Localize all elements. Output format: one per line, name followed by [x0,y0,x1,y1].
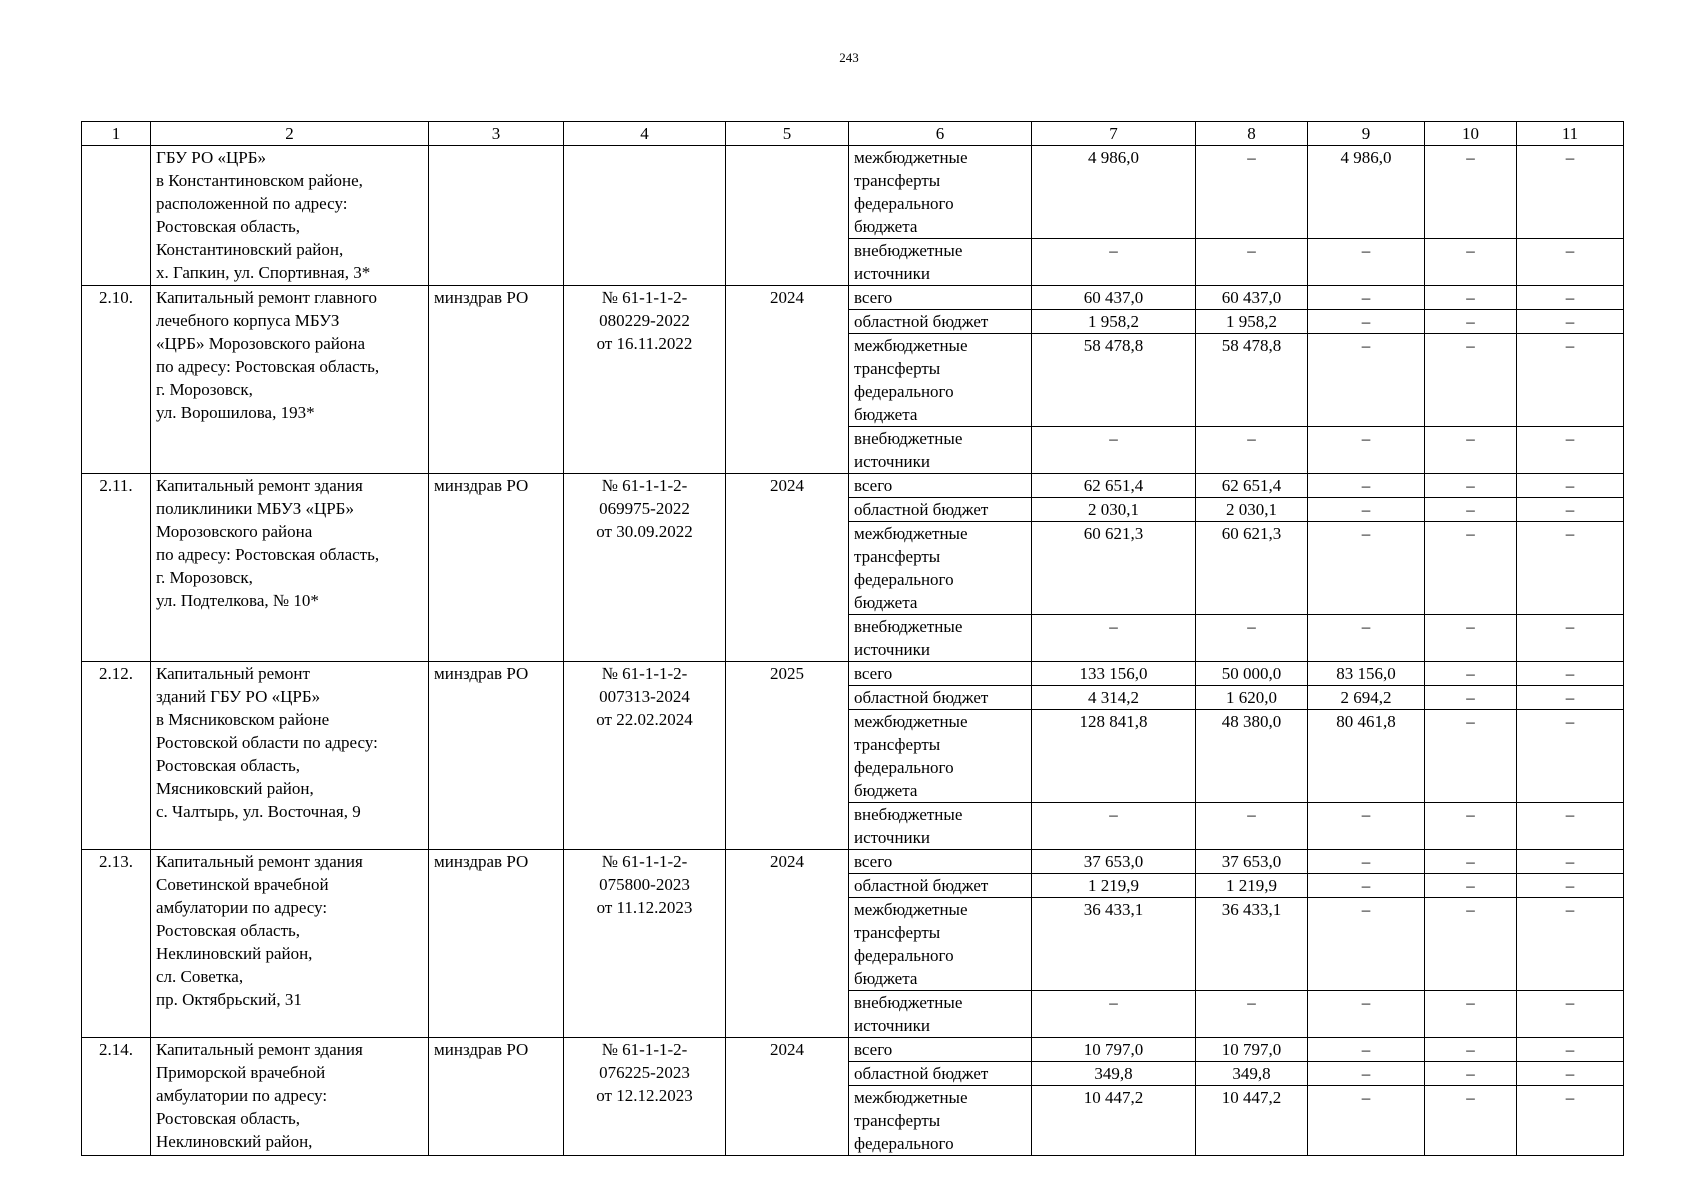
amount-col11: – [1517,615,1624,662]
funding-source [849,1062,1032,1086]
funding-source [849,146,1032,239]
item-name-line: г. Морозовск, [156,380,253,399]
column-number: 6 [849,122,1032,146]
amount-total: – [1032,427,1196,474]
document-line: от 11.12.2023 [596,898,693,917]
funding-source-line: областной бюджет [854,876,989,895]
amount-col9: – [1308,522,1425,615]
funding-source-line: федерального [854,382,954,401]
funding-source [849,991,1032,1038]
amount-col10: – [1425,427,1517,474]
amount-col10: – [1425,898,1517,991]
amount-col9: – [1308,239,1425,286]
amount-col10: – [1425,874,1517,898]
amount-total: 62 651,4 [1032,474,1196,498]
funding-source-line: трансферты [854,923,941,942]
item-name-line: в Константиновском районе, [156,171,363,190]
amount-col8: 60 437,0 [1196,286,1308,310]
item-name-line: зданий ГБУ РО «ЦРБ» [156,687,321,706]
amount-total: 36 433,1 [1032,898,1196,991]
funding-source-line: всего [854,476,893,495]
item-name-line: Морозовского района [156,522,313,541]
column-number: 2 [151,122,429,146]
amount-col8: 1 219,9 [1196,874,1308,898]
amount-col11: – [1517,522,1624,615]
amount-col10: – [1425,522,1517,615]
amount-col10: – [1425,286,1517,310]
item-name-line: Советинской врачебной [156,875,329,894]
executor: минздрав РО [429,850,564,1038]
item-name-line: расположенной по адресу: [156,194,348,213]
amount-col9: – [1308,803,1425,850]
funding-source-line: бюджета [854,405,918,424]
amount-col10: – [1425,146,1517,239]
funding-source-line: внебюджетные [854,429,963,448]
funding-source [849,498,1032,522]
amount-col9: – [1308,286,1425,310]
expertise-document [564,662,726,850]
funding-source [849,686,1032,710]
document-line: № 61-1-1-2- [601,664,688,683]
funding-source-line: межбюджетные [854,712,968,731]
completion-year: 2024 [726,286,849,474]
amount-total: 2 030,1 [1032,498,1196,522]
amount-col9: – [1308,427,1425,474]
amount-col10: – [1425,615,1517,662]
item-name-line: поликлиники МБУЗ «ЦРБ» [156,499,354,518]
funding-source-line: бюджета [854,593,918,612]
amount-col9: – [1308,874,1425,898]
item-name-line: Капитальный ремонт [156,664,310,683]
document-line: 080229-2022 [599,311,690,330]
document-line: № 61-1-1-2- [601,288,688,307]
item-name-line: сл. Советка, [156,967,244,986]
document-line: 007313-2024 [599,687,690,706]
funding-source-line: всего [854,288,893,307]
funding-source-line: бюджета [854,969,918,988]
amount-col8: 10 797,0 [1196,1038,1308,1062]
expertise-document [564,474,726,662]
document-line: № 61-1-1-2- [601,852,688,871]
item-name-line: Ростовская область, [156,921,301,940]
amount-col11: – [1517,710,1624,803]
item-name [151,286,429,474]
column-number: 7 [1032,122,1196,146]
document-line: от 22.02.2024 [596,710,693,729]
funding-source-line: бюджета [854,781,918,800]
amount-col8: – [1196,803,1308,850]
column-number: 9 [1308,122,1425,146]
amount-total: 4 314,2 [1032,686,1196,710]
amount-col11: – [1517,686,1624,710]
expertise-document [564,1038,726,1156]
item-number: 2.14. [82,1038,151,1156]
funding-source-line: бюджета [854,217,918,236]
amount-col10: – [1425,803,1517,850]
expertise-document [564,146,726,286]
funding-source-line: источники [854,452,931,471]
item-name [151,474,429,662]
funding-source-line: областной бюджет [854,312,989,331]
funding-source-line: внебюджетные [854,993,963,1012]
amount-col11: – [1517,310,1624,334]
table-row [82,474,1624,498]
item-name-line: г. Морозовск, [156,568,253,587]
amount-col11: – [1517,498,1624,522]
funding-source-line: внебюджетные [854,241,963,260]
column-number: 10 [1425,122,1517,146]
document-line: 069975-2022 [599,499,690,518]
amount-total: 128 841,8 [1032,710,1196,803]
item-name-line: в Мясниковском районе [156,710,330,729]
item-name-line: Ростовской области по адресу: [156,733,378,752]
completion-year: 2024 [726,474,849,662]
amount-col9: – [1308,474,1425,498]
executor [429,146,564,286]
amount-col10: – [1425,1062,1517,1086]
amount-total: – [1032,803,1196,850]
amount-col10: – [1425,662,1517,686]
amount-total: 37 653,0 [1032,850,1196,874]
completion-year: 2024 [726,1038,849,1156]
amount-col11: – [1517,334,1624,427]
amount-col9: – [1308,334,1425,427]
funding-source-line: всего [854,664,893,683]
amount-total: 1 958,2 [1032,310,1196,334]
funding-source-line: трансферты [854,1111,941,1130]
funding-source-line: федерального [854,758,954,777]
amount-col9: – [1308,850,1425,874]
funding-source-line: межбюджетные [854,900,968,919]
amount-col8: 37 653,0 [1196,850,1308,874]
amount-col10: – [1425,334,1517,427]
funding-source [849,427,1032,474]
item-number: 2.11. [82,474,151,662]
funding-source [849,474,1032,498]
column-number: 4 [564,122,726,146]
funding-source-line: трансферты [854,735,941,754]
amount-col8: 1 958,2 [1196,310,1308,334]
amount-total: 10 447,2 [1032,1086,1196,1156]
amount-col11: – [1517,1062,1624,1086]
amount-col8: 1 620,0 [1196,686,1308,710]
document-line: от 30.09.2022 [596,522,693,541]
item-name-line: Константиновский район, [156,240,344,259]
item-name-line: Ростовская область, [156,217,301,236]
funding-source-line: источники [854,640,931,659]
funding-source-line: всего [854,852,893,871]
column-number: 5 [726,122,849,146]
amount-col8: 50 000,0 [1196,662,1308,686]
item-name [151,850,429,1038]
amount-total: 4 986,0 [1032,146,1196,239]
amount-col9: 83 156,0 [1308,662,1425,686]
amount-col11: – [1517,474,1624,498]
amount-col10: – [1425,850,1517,874]
funding-source-line: трансферты [854,359,941,378]
item-name-line: Капитальный ремонт здания [156,1040,363,1059]
amount-col11: – [1517,1086,1624,1156]
funding-source-line: межбюджетные [854,336,968,355]
funding-source-line: всего [854,1040,893,1059]
item-name-line: Ростовская область, [156,756,301,775]
funding-source [849,662,1032,686]
amount-col8: 58 478,8 [1196,334,1308,427]
amount-col11: – [1517,239,1624,286]
amount-col8: – [1196,427,1308,474]
document-line: № 61-1-1-2- [601,476,688,495]
funding-source [849,310,1032,334]
amount-col9: – [1308,1038,1425,1062]
funding-source-line: трансферты [854,171,941,190]
amount-col9: – [1308,498,1425,522]
item-name [151,662,429,850]
funding-source [849,803,1032,850]
amount-col11: – [1517,991,1624,1038]
amount-total: 58 478,8 [1032,334,1196,427]
item-name-line: Капитальный ремонт здания [156,476,363,495]
document-line: 076225-2023 [599,1063,690,1082]
amount-col10: – [1425,239,1517,286]
amount-col9: – [1308,310,1425,334]
executor: минздрав РО [429,662,564,850]
document-line: от 12.12.2023 [596,1086,693,1105]
amount-col11: – [1517,803,1624,850]
item-name-line: Ростовская область, [156,1109,301,1128]
executor: минздрав РО [429,1038,564,1156]
item-number [82,146,151,286]
amount-col8: – [1196,991,1308,1038]
funding-source [849,615,1032,662]
column-number: 8 [1196,122,1308,146]
funding-source-line: источники [854,1016,931,1035]
item-name-line: с. Чалтырь, ул. Восточная, 9 [156,802,361,821]
funding-source-line: трансферты [854,547,941,566]
amount-col11: – [1517,146,1624,239]
amount-col8: 62 651,4 [1196,474,1308,498]
amount-total: 1 219,9 [1032,874,1196,898]
funding-source-line: федерального [854,946,954,965]
amount-col11: – [1517,874,1624,898]
amount-col11: – [1517,662,1624,686]
amount-col8: 60 621,3 [1196,522,1308,615]
item-name-line: амбулатории по адресу: [156,1086,328,1105]
item-number: 2.12. [82,662,151,850]
budget-table [81,121,1624,1156]
item-name-line: ГБУ РО «ЦРБ» [156,148,266,167]
amount-col8: 349,8 [1196,1062,1308,1086]
amount-col8: 2 030,1 [1196,498,1308,522]
amount-total: – [1032,239,1196,286]
item-name-line: Приморской врачебной [156,1063,326,1082]
item-name-line: Неклиновский район, [156,1132,313,1151]
funding-source [849,898,1032,991]
executor: минздрав РО [429,474,564,662]
amount-col11: – [1517,850,1624,874]
amount-col9: – [1308,615,1425,662]
document-line: 075800-2023 [599,875,690,894]
page-number: 243 [839,50,859,65]
funding-source-line: областной бюджет [854,1064,989,1083]
completion-year [726,146,849,286]
completion-year: 2025 [726,662,849,850]
amount-col9: – [1308,991,1425,1038]
item-name-line: Неклиновский район, [156,944,313,963]
executor: минздрав РО [429,286,564,474]
completion-year: 2024 [726,850,849,1038]
funding-source [849,334,1032,427]
table-row [82,286,1624,310]
funding-source-line: областной бюджет [854,500,989,519]
amount-col8: – [1196,146,1308,239]
item-number: 2.13. [82,850,151,1038]
funding-source-line: источники [854,828,931,847]
amount-col10: – [1425,310,1517,334]
item-name-line: лечебного корпуса МБУЗ [156,311,340,330]
column-number: 11 [1517,122,1624,146]
amount-col10: – [1425,710,1517,803]
item-name-line: Капитальный ремонт главного [156,288,377,307]
item-name-line: ул. Подтелкова, № 10* [156,591,319,610]
table-row [82,1038,1624,1062]
item-name [151,1038,429,1156]
amount-col8: – [1196,239,1308,286]
amount-col10: – [1425,1086,1517,1156]
funding-source-line: федерального [854,1134,954,1153]
item-name-line: пр. Октябрьский, 31 [156,990,302,1009]
funding-source [849,286,1032,310]
amount-col10: – [1425,474,1517,498]
item-name-line: ул. Ворошилова, 193* [156,403,315,422]
amount-col9: – [1308,1086,1425,1156]
amount-col8: 36 433,1 [1196,898,1308,991]
item-name-line: «ЦРБ» Морозовского района [156,334,366,353]
amount-col10: – [1425,991,1517,1038]
column-number: 1 [82,122,151,146]
funding-source-line: межбюджетные [854,148,968,167]
funding-source-line: областной бюджет [854,688,989,707]
funding-source [849,874,1032,898]
column-number: 3 [429,122,564,146]
item-name-line: по адресу: Ростовская область, [156,357,380,376]
table-row [82,662,1624,686]
item-name-line: Капитальный ремонт здания [156,852,363,871]
amount-col9: 2 694,2 [1308,686,1425,710]
funding-source [849,710,1032,803]
document-line: № 61-1-1-2- [601,1040,688,1059]
funding-source-line: межбюджетные [854,1088,968,1107]
item-name-line: х. Гапкин, ул. Спортивная, 3* [156,263,371,282]
amount-total: – [1032,991,1196,1038]
amount-col11: – [1517,427,1624,474]
item-name [151,146,429,286]
amount-col8: – [1196,615,1308,662]
item-number: 2.10. [82,286,151,474]
amount-col11: – [1517,898,1624,991]
funding-source-line: федерального [854,570,954,589]
funding-source-line: внебюджетные [854,805,963,824]
item-name-line: амбулатории по адресу: [156,898,328,917]
document-line: от 16.11.2022 [596,334,693,353]
expertise-document [564,286,726,474]
amount-col8: 48 380,0 [1196,710,1308,803]
amount-col9: – [1308,1062,1425,1086]
funding-source-line: федерального [854,194,954,213]
amount-col10: – [1425,498,1517,522]
amount-col9: 4 986,0 [1308,146,1425,239]
amount-total: 60 437,0 [1032,286,1196,310]
funding-source [849,1086,1032,1156]
funding-source-line: источники [854,264,931,283]
amount-col8: 10 447,2 [1196,1086,1308,1156]
column-number-row [82,122,1624,146]
table-row [82,850,1624,874]
amount-total: 60 621,3 [1032,522,1196,615]
funding-source [849,1038,1032,1062]
amount-total: 10 797,0 [1032,1038,1196,1062]
amount-col11: – [1517,286,1624,310]
expertise-document [564,850,726,1038]
funding-source-line: межбюджетные [854,524,968,543]
item-name-line: Мясниковский район, [156,779,314,798]
funding-source-line: внебюджетные [854,617,963,636]
table-row [82,146,1624,239]
amount-col11: – [1517,1038,1624,1062]
amount-total: 133 156,0 [1032,662,1196,686]
funding-source [849,239,1032,286]
amount-col10: – [1425,686,1517,710]
funding-source [849,522,1032,615]
amount-total: – [1032,615,1196,662]
item-name-line: по адресу: Ростовская область, [156,545,380,564]
amount-col9: 80 461,8 [1308,710,1425,803]
amount-col9: – [1308,898,1425,991]
amount-total: 349,8 [1032,1062,1196,1086]
funding-source [849,850,1032,874]
amount-col10: – [1425,1038,1517,1062]
